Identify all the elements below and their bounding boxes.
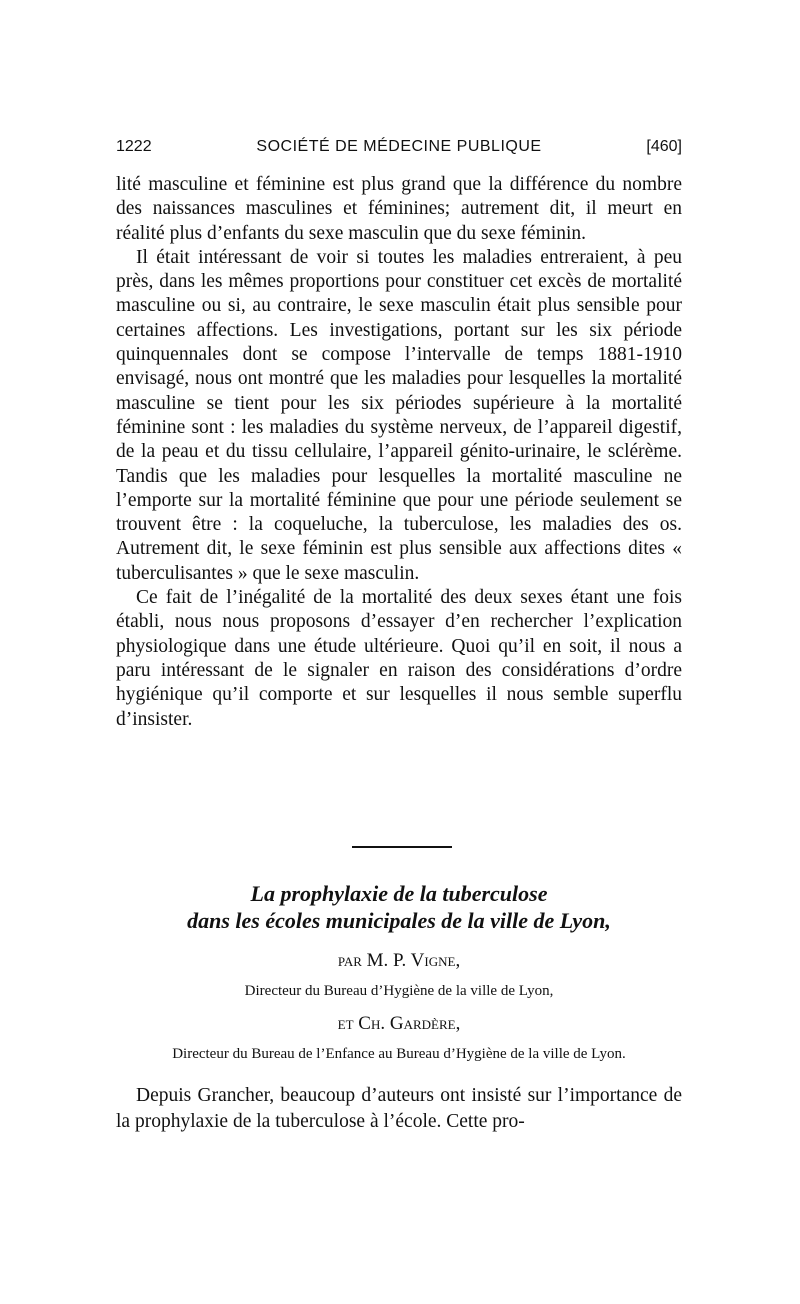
author-line: par M. P. Vigne, <box>337 950 461 971</box>
author-line: et Ch. Gardère, <box>337 1013 461 1034</box>
article-title <box>116 880 682 934</box>
article-title-line: dans les écoles municipales de la ville de Lyon, <box>187 908 611 933</box>
section-divider <box>352 846 452 848</box>
paragraph: Il était intéressant de voir si toutes les maladies entreraient, à peu près, dans les mêmes proportions pour constituer cet excès de mortalité masculine ou si, au contraire, le sexe masculin était plus sensible pour certaines affections. Les investigations, portant sur les six période quinquennales dont se compose l’intervalle de temps 1881-1910 envisagé, nous ont montré que les maladies pour lesquelles la mortalité masculine se tient pour les six périodes supérieure à la mortalité féminine sont : les maladies du système nerveux, de l’appareil digestif, de la peau et du tissu cellulaire, l’appareil génito-urinaire, le sclérème. Tandis que les maladies pour lesquelles la mortalité masculine ne l’emporte sur la mortalité féminine que pour une période seulement se trouvent être : la coqueluche, la tuberculose, les maladies des os. Autrement dit, le sexe féminin est plus sensible aux affections dites « tuberculisantes » que le sexe masculin. <box>116 246 682 584</box>
running-title: SOCIÉTÉ DE MÉDECINE PUBLIQUE <box>256 138 542 155</box>
author-affiliation: Directeur du Bureau de l’Enfance au Bureau d’Hygiène de la ville de Lyon. <box>172 1046 626 1062</box>
page-number: 1222 <box>116 138 152 155</box>
article-opening <box>116 1083 682 1135</box>
paragraph: lité masculine et féminine est plus grand que la différence du nombre des naissances masculines et féminines; autrement dit, il meurt en réalité plus d’enfants du sexe masculin que du sexe féminin. <box>116 174 682 244</box>
body-text <box>116 173 682 732</box>
paragraph: Depuis Grancher, beaucoup d’auteurs ont insisté sur l’importance de la prophylaxie de la tuberculose à l’école. Cette pro- <box>116 1085 682 1132</box>
paragraph: Ce fait de l’inégalité de la mortalité des deux sexes étant une fois établi, nous nous proposons d’essayer d’en rechercher l’explication physiologique dans une étude ultérieure. Quoi qu’il en soit, il nous a paru intéressant de le signaler en raison des considérations d’ordre hygiénique qu’il comporte et sur lesquelles il nous semble superflu d’insister. <box>116 587 682 730</box>
article-title-line: La prophylaxie de la tuberculose <box>250 881 548 906</box>
page-reference: [460] <box>646 138 682 155</box>
running-head <box>116 138 682 162</box>
author-affiliation: Directeur du Bureau d’Hygiène de la ville de Lyon, <box>244 983 554 999</box>
